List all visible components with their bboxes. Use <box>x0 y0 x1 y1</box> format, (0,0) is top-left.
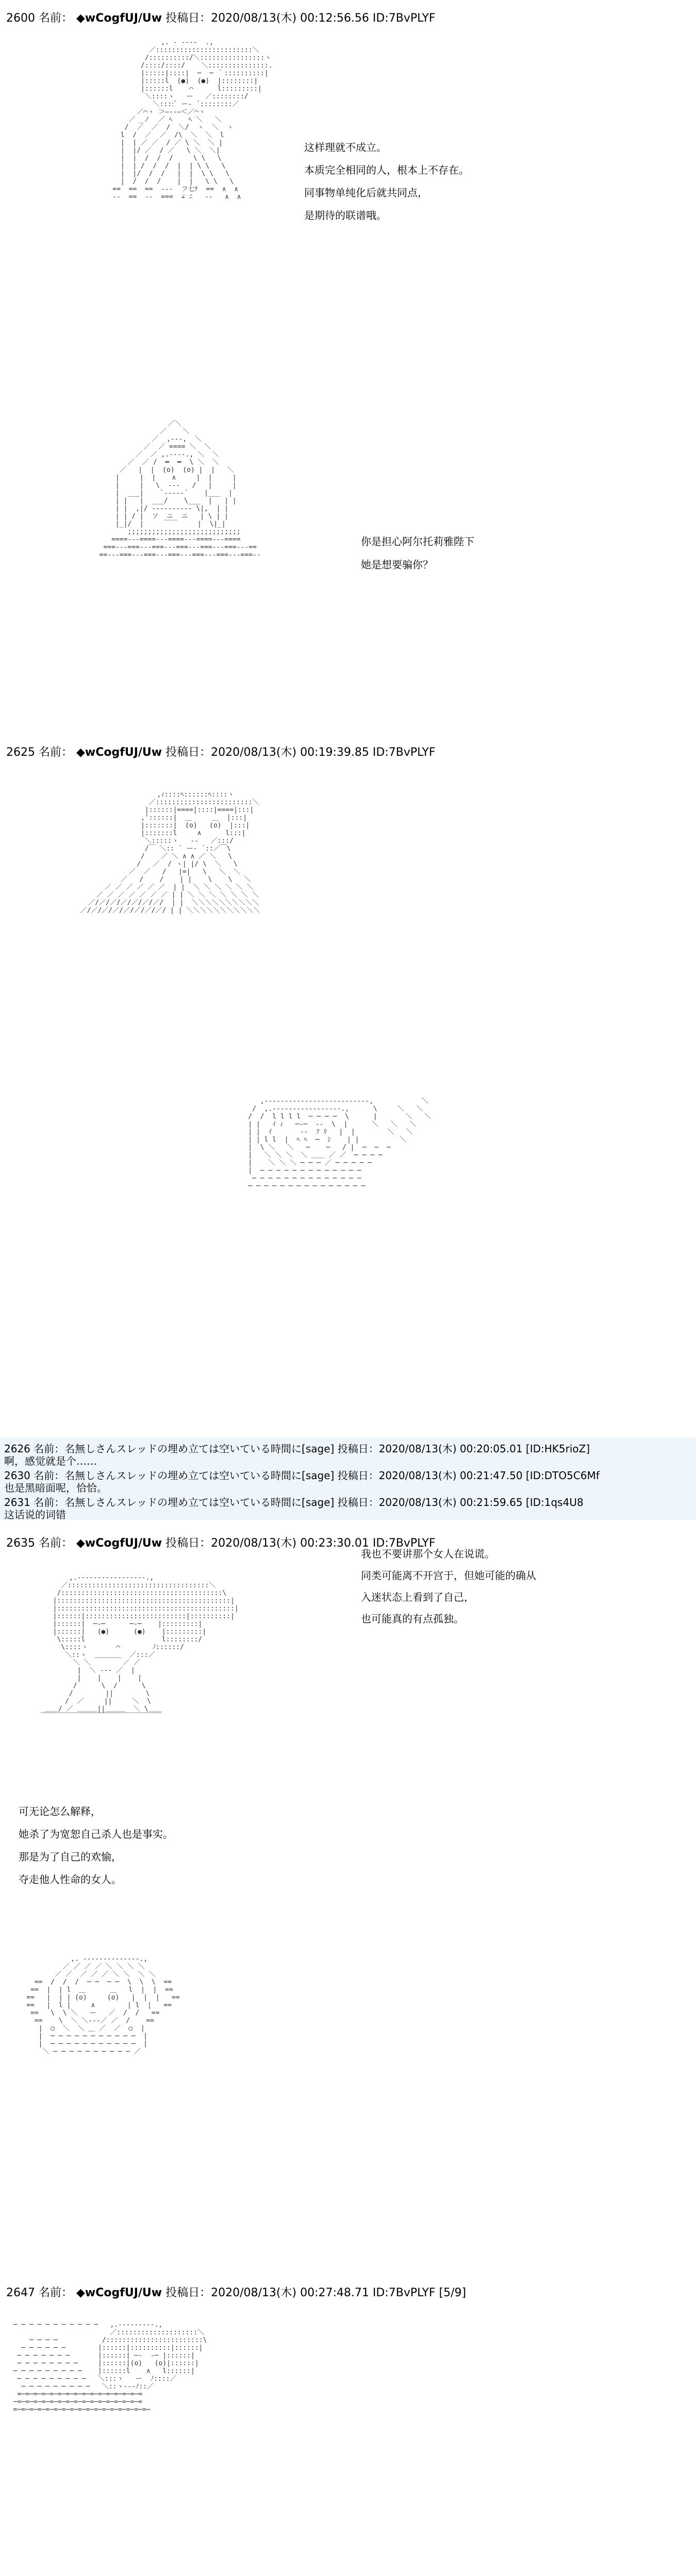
trip-code[interactable]: ◆wCogfUJ/Uw <box>76 12 162 25</box>
reply-header: 2631 名前：名無しさんスレッドの埋め立ては空いている時間に[sage] 投稿日：2020/08/13(木) 00:21:59.65 [ID:1qs4U8 <box>4 1496 584 1509</box>
post-header <box>6 9 436 25</box>
trip-code[interactable]: ◆wCogfUJ/Uw <box>76 1537 162 1550</box>
name-label: 名前： <box>39 12 73 25</box>
post-id[interactable]: ID:7BvPLYF <box>372 1537 436 1550</box>
ascii-art-figure: ,. - ‐‐‐- ., ／::::::::::::::::::::::::＼ /::::::::::/＼::::::::::::::::ヽ /::::/::::/ ＼:::::::::::::::. |:::::|::::| ─ ─ ｀::::::::::| |:::::l (●) (●) |::::::::| |::::::l ⌒ l:::::::::| ＼::::ヽ ー ／::::::::/ ＼::::ﾞ ー‐ ´::::::::／ ／⌒ヽ ＞―‐‐―＜／⌒ヽ ／ _ノ ／ ﾍ ﾍ ＼ ＼ / ／ ／ / ＼/ ヽ ＼ ヽ l / ／ ／ /\ ＼ ＼ l | | ／ ／ / ／ \ ＼ ＼ | | |/ ／ / ／ \ ＼ ＼| | | / / / \ \ \ | | / / / | | \ \ \ | |/ / / | | \ \ \ | / / / | | \ \ \ == == == --- フ七ﾅ == ∧ ∧ -- == -- === ∠ ﾆ -- ∧ ∧ <box>112 39 273 201</box>
reply-body: 啊，感觉就是个…… <box>4 1455 97 1467</box>
post-2635 <box>0 1525 696 2272</box>
post-date: 投稿日：2020/08/13(木) 00:23:30.01 <box>165 1537 369 1550</box>
ascii-art-figure: ,.-‐‐‐‐‐‐‐‐‐‐‐‐‐‐‐-., ／:::::::::::::::::::::::::::::::::::＼ /::::::::::::::::::::::::::::::::::::::::\ |:::::::::::::::::::::::::::::::::::::::::::| |::::::::::::::::::::::::::::::::::::::::::::| |::::::|:::::::::::::::::::::::::|::::::::::| |::::::| ─‐─ ─‐─ |:::::::::| |::::::| (●) (●) |:::::::::| \:::::l l::::::::/ \::::ヽ ⌒ ﾉ::::::/ ＼::ヽ ＿＿＿＿ ／:::／ ＼ ＼ ／ ／ | ＼ ‐‐‐ ／ | | | | | / \ / \ / || \ / ／ || ＼ \ ＿＿/ ／ ＿＿＿||＿＿＿ ＼ \＿＿ ￣￣￣￣￣￣￣￣￣￣￣￣￣￣￣￣￣￣ <box>41 1574 239 1721</box>
reply-list <box>0 1437 696 1520</box>
dialogue-line: 本质完全相同的人，根本上不存在。 <box>304 164 469 176</box>
dialogue-line: 你是担心阿尔托莉雅陛下 <box>361 535 474 548</box>
post-id[interactable]: ID:7BvPLYF [5/9] <box>372 2286 467 2299</box>
dialogue-line: 夺走他人性命的女人。 <box>19 1873 122 1886</box>
post-date: 投稿日：2020/08/13(木) 00:27:48.71 <box>165 2286 369 2299</box>
post-id[interactable]: ID:7BvPLYF <box>372 746 436 759</box>
post-header <box>6 743 436 759</box>
dialogue-line: 同事物单纯化后就共同点， <box>304 187 428 199</box>
post-id[interactable]: ID:7BvPLYF <box>372 12 436 25</box>
dialogue-line: 是期待的联谱哦。 <box>304 209 387 222</box>
reply-body: 这话说的词错 <box>4 1509 66 1521</box>
dialogue-line: 那是为了自己的欢愉， <box>19 1851 122 1863</box>
post-number: 2647 <box>6 2286 35 2299</box>
dialogue-line: 她是想要骗你？ <box>361 558 433 571</box>
ascii-art-figure: ／＼ ／ ＼ ／ ,-‐-, ＼ ／ ／ ==== ＼ ＼ ／ ／ ,.-‐‐-., ＼ ＼ ／ ／ / ━ ━ \ ＼ ＼ ／ | | (o) (o) | | ＼ | | | ∧ | | | | | \ ‐‐‐ / | | | ___| `‐-‐-‐´ |___ | | | | ___/ \___ | | | | | ,|/ -‐‐‐‐‐‐‐‐‐ \|, | | | | / | ソ ニ ニ | \ | | |_|/ | ￣￣ | \|_| ;;;;;;;;;;;;;;;;;;;;;;;;;;;; ====---====---====---====---==== ===---===---===---===---===---===---== ==---===---===---===---===---===---===-- <box>99 420 261 559</box>
name-label: 名前： <box>39 746 73 759</box>
post-date: 投稿日：2020/08/13(木) 00:19:39.85 <box>165 746 369 759</box>
post-date: 投稿日：2020/08/13(木) 00:12:56.56 <box>165 12 369 25</box>
dialogue-line: 同类可能离不开宫于，但她可能的确从 <box>361 1569 536 1582</box>
post-header <box>6 2284 466 2300</box>
post-number: 2600 <box>6 12 35 25</box>
dialogue-line: 也可能真的有点孤独。 <box>361 1613 464 1625</box>
trip-code[interactable]: ◆wCogfUJ/Uw <box>76 2286 162 2299</box>
reply-header: 2630 名前：名無しさんスレッドの埋め立ては空いている時間に[sage] 投稿日：2020/08/13(木) 00:21:47.50 [ID:DTO5C6Mf <box>4 1469 600 1482</box>
ascii-art-figure: ,. -‐‐‐‐‐‐‐‐‐‐‐‐-., ／ ／ ／ ／ ＼ ＼ ＼ ＼ ／ ／ ／ ／ ／ ＼ ＼ ＼ ＼ == / / / ─ ─ ─ ─ \ \ \ == == | | l ＿ ＿ l | | == == | | | (o) (o) | | | == == | l | ∧ | l | == == \ \ ＼ ー ／ / / == == \ ＼ ＼‐‐‐／ ／ / == | ○ ＼ ＼ ＿ ／ ／ ○ | | ─ ─ ─ ─ ─ ─ ─ ─ ─ ─ ─ | | ─ ─ ─ ─ ─ ─ ─ ─ ─ ─ ─ | ＼ ─ ─ ─ ─ ─ ─ ─ ─ ─ ─ ／ <box>26 1955 180 2056</box>
reply-header: 2626 名前：名無しさんスレッドの埋め立ては空いている時間に[sage] 投稿日：2020/08/13(木) 00:20:05.01 [ID:HK5rioZ] <box>4 1443 590 1455</box>
post-number: 2625 <box>6 746 35 759</box>
post-number: 2635 <box>6 1537 35 1550</box>
name-label: 名前： <box>39 2286 73 2299</box>
dialogue-line: 她杀了为宽恕自己杀人也是事实。 <box>19 1828 173 1840</box>
ascii-art-figure: ,-‐‐‐‐‐‐‐‐‐‐‐‐‐‐‐‐‐‐‐‐‐‐‐‐-, ＼ / ,.-‐‐‐‐‐‐‐‐‐‐‐‐‐‐‐-., \ ＼ ＼ / / l l l l ─ ─ ─ ─ \ | ＼ ＼ | | ｲ ｨ ─‐─ ‐‐ \ | ＼ ＼ ＼ | | ｲ ‐‐ ﾌ ﾘ | | ＼ ＼ | | l l | ﾍ ﾍ ─ ｼ | | ＼ | \ ＼ ＼ ─ ─ / | ─ ─ ─ | ＼ ＼ ＼ ＼ ＿＿ ／ ／ ─ ─ ─ ─ | ＼ ＼ ＼ ─ ─ ─ ／ ─ ─ ─ ─ ─ | ─ ─ ─ ─ ─ ─ ─ ─ ─ ─ ─ ─ ─ ─ ─ ─ ─ ─ ─ ─ ─ ─ ─ ─ ─ ─ ─ ─ ─ ─ ─ ─ ─ ─ ─ ─ ─ ─ ─ ─ ─ ─ <box>248 1097 432 1190</box>
post-2600 <box>0 0 696 737</box>
post-2647 <box>0 2275 696 2576</box>
post-header <box>6 1534 436 1550</box>
ascii-art-figure: ─ ─ ─ ─ ─ ─ ─ ─ ─ ─ ─ ,.-‐‐‐‐‐‐‐-., ／::::::::::::::::::::＼ ─ ─ ─ ─ /::::::::::::::::::::::::\ ─ ─ ─ ─ ─ ─ |::::::|::::::::::|::::::| ─ ─ ─ ─ ─ ─ ─ |::::::| ─‐ ‐─ |::::::| ─ ─ ─ ─ ─ ─ ─ ─ |::::::|(o) (o)|::::::| ─ ─ ─ ─ ─ ─ ─ ─ ─ |::::::l ∧ l::::::| ─ ─ ─ ─ ─ ─ ─ ─ ─ ＼:::ヽ ー ﾉ::::／ ─ ─ ─ ─ ─ ─ ─ ─ ─ ＼::ヽ‐‐‐ﾉ::／ =─=─=─=─=─=─=─=─=─=─=─=─=─=─=─= ─=─=─=─=─=─=─=─=─=─=─=─=─=─=─=─= =─=─=─=─=─=─=─=─=─=─=─=─=─=─=─=─=─ <box>13 2321 207 2414</box>
dialogue-line: 我也不要讲那个女人在说谎。 <box>361 1548 495 1560</box>
name-label: 名前： <box>39 1537 73 1550</box>
dialogue-line: 入迷状态上看到了自己， <box>361 1591 474 1603</box>
dialogue-line: 这样理就不成立。 <box>304 141 387 154</box>
ascii-art-figure: ,ｨ::::ﾍ::::::ﾍ::::ヽ ／::::::::::::::::::::::::＼ |::::::|====|::::|====|:::| ,'::::::| ＿ ＿ |:::| |:::::::| (o) (o) |:::| |:::::::l ∧ l:::| ＼:::::ヽ ‐‐ ／:::/ /￣ ＼:: ` ー‐ ´::／￣\ / ／ ＼ ∧ ∧ ／ ＼ \ / ／ / ヽ| |/ \ ＼ \ ／ ／ / |=| \ ＼ ＼ ／ / / | | \ \ ＼ ／ ／ ／ ／ ／ ／ | | ＼ ＼ ＼ ＼ ＼ ＼ ／ ／ ／ ／ ／ ／ ／ | | ＼ ＼ ＼ ＼ ＼ ＼ ＼ ／/／/／/／/／/／/／/ | | ＼＼＼＼＼＼＼＼＼＼ ／/／/／/／/／/／/／/／/ | | ＼＼＼＼＼＼＼＼＼＼＼ <box>80 791 260 914</box>
reply-body: 也是黑暗面呢，恰恰。 <box>4 1482 107 1494</box>
dialogue-line: 可无论怎么解释， <box>19 1805 101 1818</box>
trip-code[interactable]: ◆wCogfUJ/Uw <box>76 746 162 759</box>
